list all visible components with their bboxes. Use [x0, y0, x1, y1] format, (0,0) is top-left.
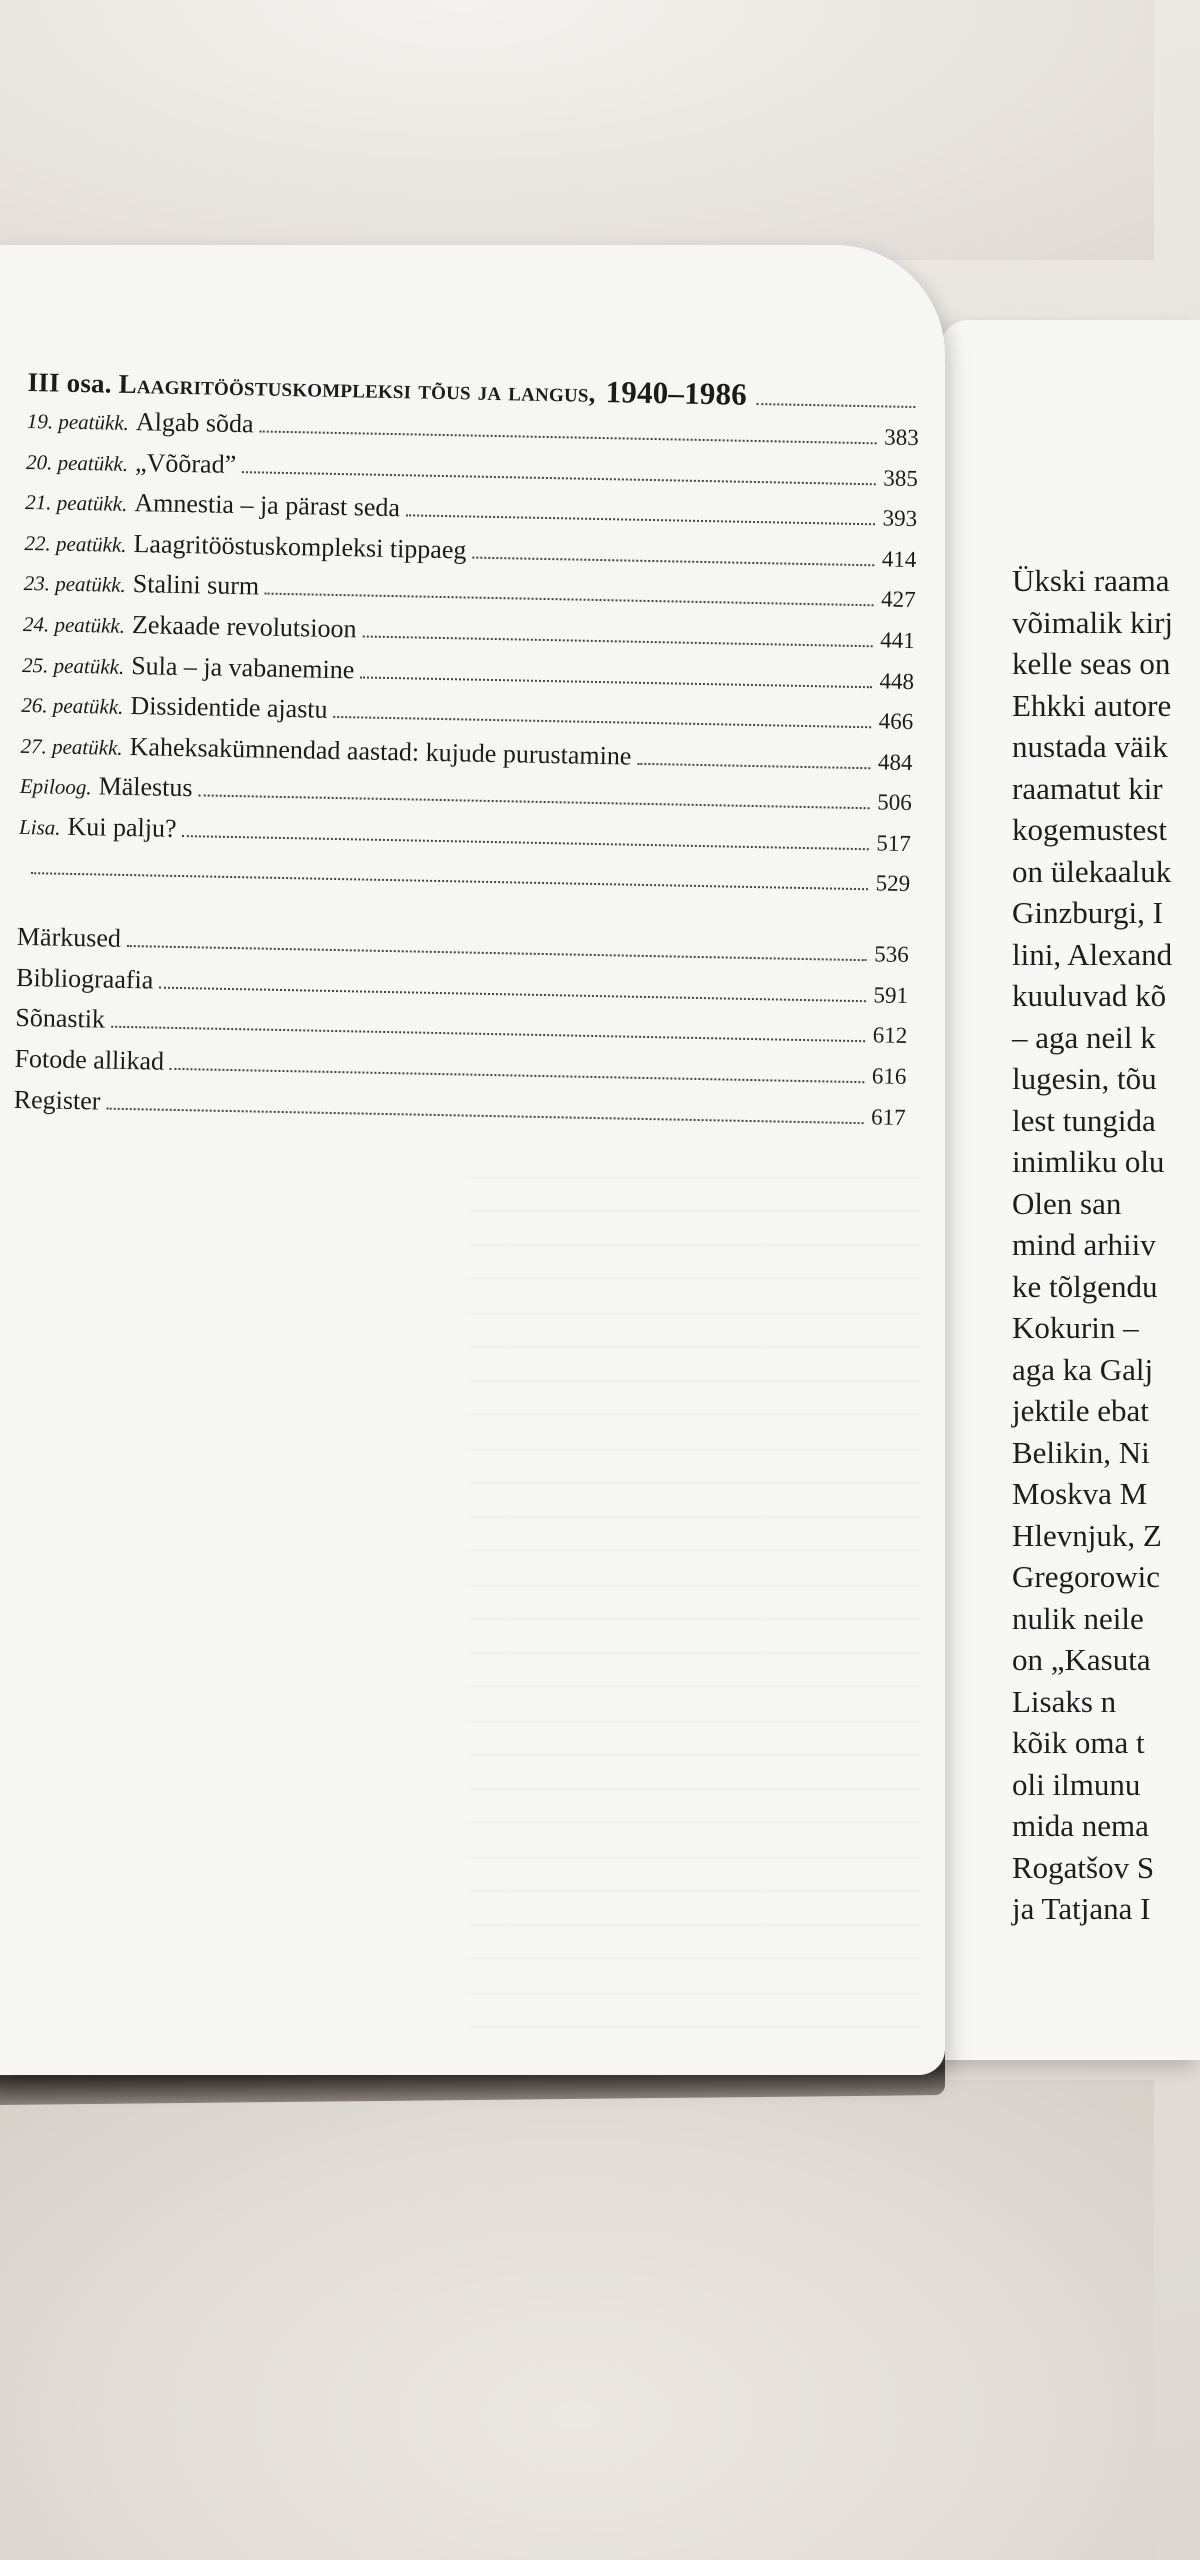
page-number: 383 [883, 424, 919, 451]
leader-dots [198, 795, 869, 810]
right-line: Moskva M [1012, 1476, 1148, 1511]
page-number: 385 [883, 465, 919, 491]
leader-dots [360, 676, 872, 688]
leader-dots [31, 872, 868, 890]
right-line: ja Tatjana I [1012, 1891, 1151, 1926]
leader-dots [182, 835, 868, 850]
chapter-title: Mälestus [98, 771, 193, 803]
page-number: 617 [870, 1103, 906, 1130]
leader-dots [333, 716, 871, 728]
leader-dots [111, 1026, 865, 1042]
chapter-title: Stalini surm [132, 569, 260, 601]
chapter-title: „Võõrad” [134, 447, 237, 479]
chapter-label: 21. peatükk. [25, 490, 128, 517]
show-through-text [470, 1145, 920, 2045]
page-number: 506 [876, 789, 912, 816]
leader-dots [637, 763, 870, 769]
right-line: lini, Alexand [1012, 936, 1173, 972]
leader-dots [265, 593, 873, 607]
right-line: on „Kasuta [1012, 1642, 1151, 1677]
table-surface-bottom [0, 2080, 1154, 2560]
chapter-title: Amnestia – ja pärast seda [134, 488, 401, 523]
chapter-label: 27. peatükk. [20, 733, 123, 760]
chapter-title: Kaheksakümnendad aastad: kujude purustamine [129, 731, 632, 771]
page-number: 591 [873, 982, 909, 1008]
leader-dots [106, 1107, 863, 1124]
right-line: mida nema [1012, 1808, 1149, 1843]
page-number: 441 [880, 627, 916, 654]
right-line: lest tungida [1012, 1102, 1156, 1138]
table-surface-top [0, 0, 1154, 260]
leader-dots [127, 945, 867, 961]
right-line: Kokurin – [1012, 1310, 1139, 1345]
part-years: 1940–1986 [605, 374, 748, 412]
page-number: 612 [872, 1022, 908, 1049]
chapter-label: 24. peatükk. [22, 611, 126, 638]
right-line: Hlevnjuk, Z [1012, 1517, 1162, 1553]
right-line: mind arhiiv [1012, 1227, 1156, 1262]
right-line: inimliku olu [1012, 1144, 1165, 1179]
right-line: Belikin, Ni [1012, 1434, 1150, 1470]
right-line: raamatut kir [1012, 770, 1163, 806]
chapter-label: Epiloog. [19, 774, 92, 800]
right-line: lugesin, tõu [1012, 1061, 1157, 1096]
right-line: Gregorowic [1012, 1559, 1161, 1594]
page-number: 466 [878, 708, 914, 735]
page-number: 484 [877, 749, 913, 775]
right-line: – aga neil k [1012, 1019, 1156, 1055]
part-title: Laagritööstuskompleksi tõus ja langus, [118, 368, 596, 408]
page-number: 414 [881, 546, 917, 572]
appendix-title: Märkused [16, 922, 122, 954]
right-line: kõik oma t [1012, 1725, 1145, 1760]
right-line: Olen san [1012, 1185, 1122, 1221]
table-of-contents [13, 362, 919, 1137]
appendix-title: Sõnastik [15, 1003, 106, 1034]
leader-dots [757, 403, 916, 408]
leader-dots [170, 1068, 864, 1083]
right-line: Ehkki autore [1012, 687, 1172, 723]
leader-dots [362, 635, 872, 647]
right-line: kuuluvad kõ [1012, 978, 1167, 1013]
part-numeral: III osa. [27, 366, 113, 399]
right-line: oli ilmunu [1012, 1766, 1141, 1802]
appendix-title: Bibliograafia [15, 962, 154, 995]
page-number: 517 [876, 830, 912, 856]
leader-dots [259, 430, 876, 444]
chapter-title: Sula – ja vabanemine [130, 650, 355, 684]
right-line: kogemustest [1012, 812, 1167, 847]
page-number: 536 [874, 941, 910, 968]
right-line: nustada väik [1012, 729, 1168, 764]
chapter-label: 25. peatükk. [21, 652, 125, 679]
chapter-label: 22. peatükk. [24, 530, 127, 557]
chapter-title: Zekaade revolutsioon [131, 610, 357, 644]
appendix-title: Register [13, 1084, 101, 1116]
right-line: Ginzburgi, I [1012, 895, 1163, 930]
leader-dots [159, 986, 866, 1002]
page-number: 448 [879, 667, 915, 694]
page-number: 393 [882, 505, 918, 532]
right-line: on ülekaaluk [1012, 853, 1172, 889]
chapter-label: 23. peatükk. [23, 571, 127, 598]
chapter-title: Dissidentide ajastu [130, 691, 328, 724]
right-line: Lisaks n [1012, 1683, 1117, 1719]
leader-dots [472, 556, 874, 566]
right-line: aga ka Galj [1012, 1351, 1154, 1387]
right-line: jektile ebat [1012, 1393, 1149, 1428]
chapter-label: 19. peatükk. [26, 408, 130, 435]
chapter-title: Laagritööstuskompleksi tippaeg [133, 528, 467, 565]
right-line: nulik neile [1012, 1600, 1144, 1636]
leader-dots [242, 471, 876, 485]
chapter-label: Lisa. [18, 814, 61, 840]
right-line: Ükski raama [1012, 563, 1170, 598]
leader-dots [406, 514, 875, 525]
page-number: 616 [871, 1063, 907, 1089]
right-line: võimalik kirj [1012, 604, 1174, 640]
chapter-label: 26. peatükk. [21, 693, 124, 720]
right-line: Rogatšov S [1012, 1849, 1155, 1885]
appendix-title: Fotode allikad [14, 1043, 165, 1076]
page-number: 529 [875, 869, 911, 896]
chapter-title: Algab sõda [135, 407, 254, 439]
chapter-title: Kui palju? [67, 811, 177, 843]
right-line: kelle seas on [1012, 646, 1171, 681]
chapter-label: 20. peatükk. [25, 449, 129, 476]
right-page-text [1012, 560, 1172, 1930]
page-number: 427 [880, 586, 916, 613]
right-line: ke tõlgendu [1012, 1268, 1158, 1304]
